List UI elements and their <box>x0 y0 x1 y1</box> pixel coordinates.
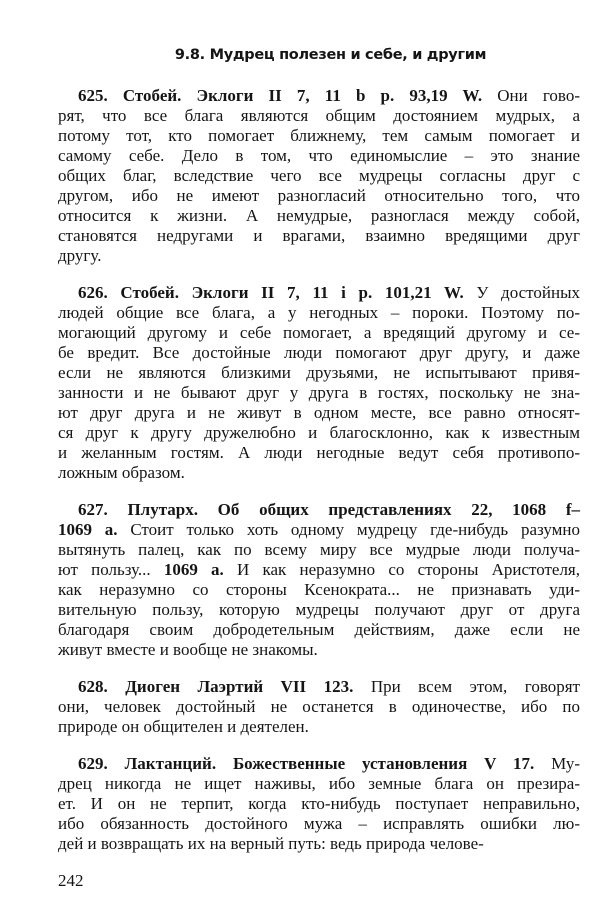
body-text: если не являются близкими друзьями, не испытывают привя- <box>58 363 580 382</box>
body-text: ибо обязанность достойного мужа – исправлять ошибки лю- <box>58 814 580 833</box>
text-line <box>58 283 580 303</box>
body-text: общих благ, вследствие чего все мудрецы согласны друг с <box>58 166 580 185</box>
text-line <box>58 146 580 166</box>
text-line <box>58 343 580 363</box>
source-reference: 629. Лактанций. Божественные установления V 17. <box>78 754 535 773</box>
source-reference: 625. Стобей. Эклоги II 7, 11 b p. 93,19 W. <box>78 86 483 105</box>
body-text: живут вместе и вообще не знакомы. <box>58 640 318 659</box>
source-reference: 626. Стобей. Эклоги II 7, 11 i p. 101,21 W. <box>78 283 464 302</box>
text-line <box>58 126 580 146</box>
page-number: 242 <box>58 871 84 890</box>
text-line <box>58 540 580 560</box>
body-text: рят, что все блага являются общим достоянием мудрых, а <box>58 106 580 125</box>
text-line <box>58 383 580 403</box>
text-line <box>58 423 580 443</box>
source-reference: 1069 a. <box>163 560 224 579</box>
text-line <box>58 303 580 323</box>
text-line <box>58 463 580 483</box>
body-text: ет. И он не терпит, когда кто-нибудь поступает неправильно, <box>58 794 580 813</box>
body-text: самому себе. Дело в том, что единомыслие – это знание <box>58 146 580 165</box>
body-text: ся друг к другу дружелюбно и благосклонно, как к известным <box>58 423 580 442</box>
fragment-627 <box>58 500 580 660</box>
text-line <box>58 186 580 206</box>
text-line <box>58 697 580 717</box>
text-line <box>58 677 580 697</box>
text-line <box>58 443 580 463</box>
body-text: вительную пользу, которую мудрецы получают друг от друга <box>58 600 580 619</box>
text-line <box>58 814 580 834</box>
fragment-628 <box>58 677 580 737</box>
fragment-629 <box>58 754 580 854</box>
body-text: людей общие все блага, а у негодных – пороки. Поэтому по- <box>58 303 580 322</box>
text-line <box>58 403 580 423</box>
text-line <box>58 166 580 186</box>
body-text: бе вредит. Все достойные люди помогают друг другу, и даже <box>58 343 580 362</box>
text-line <box>58 106 580 126</box>
text-line <box>58 323 580 343</box>
text-line <box>58 754 580 774</box>
body-text: У достойных <box>463 283 580 302</box>
text-line <box>58 580 580 600</box>
body-text: дрец никогда не ищет наживы, ибо земные блага он презира- <box>58 774 580 793</box>
text-line <box>58 226 580 246</box>
body-text: Стоит только хоть одному мудрецу где-нибудь разумно <box>117 520 580 539</box>
text-line <box>58 520 580 540</box>
source-reference: 628. Диоген Лаэртий VII 123. <box>78 677 354 696</box>
fragment-626 <box>58 283 580 483</box>
source-reference: 1069 a. <box>58 520 118 539</box>
body-text: ют друг друга и не живут в одном месте, все равно относят- <box>58 403 580 422</box>
body-text: И как неразумно со стороны Аристотеля, <box>223 560 580 579</box>
text-line <box>58 600 580 620</box>
text-line <box>58 206 580 226</box>
text-line <box>58 774 580 794</box>
body-text: При всем этом, говорят <box>353 677 580 696</box>
text-line <box>58 363 580 383</box>
text-line <box>58 246 580 266</box>
text-line <box>58 560 580 580</box>
text-line <box>58 717 580 737</box>
body-text: вытянуть палец, как по всему миру все мудрые люди получа- <box>58 540 580 559</box>
body-text: и желанным гостям. А люди негодные ведут себя противопо- <box>58 443 580 462</box>
body-text: Они гово- <box>482 86 581 105</box>
body-text: относится к жизни. А немудрые, разноглася между собой, <box>58 206 580 225</box>
body-text: как неразумно со стороны Ксенократа... не признавать уди- <box>58 580 580 599</box>
text-line <box>58 794 580 814</box>
body-text: природе он общителен и деятелен. <box>58 717 309 736</box>
body-text: благодаря своим добродетельным действиям, даже если не <box>58 620 580 639</box>
body-text: они, человек достойный не останется в одиночестве, ибо по <box>58 697 580 716</box>
body-text: другом, ибо не имеют разногласий относительно того, что <box>58 186 580 205</box>
text-line <box>58 620 580 640</box>
body-text: Му- <box>534 754 580 773</box>
text-line <box>58 500 580 520</box>
text-line <box>58 640 580 660</box>
text-line <box>58 834 580 854</box>
body-text: ют пользу... <box>58 560 164 579</box>
body-text: другу. <box>58 246 102 265</box>
fragment-625 <box>58 86 580 266</box>
body-text: занности и не бывают друг у друга в гостях, поскольку не зна- <box>58 383 580 402</box>
body-text: дей и возвращать их на верный путь: ведь природа челове- <box>58 834 484 853</box>
source-reference: 627. Плутарх. Об общих представлениях 22, 1068 f– <box>78 500 580 519</box>
body-text: могающий другому и себе помогает, а вредящий другому и се- <box>58 323 580 342</box>
body-text: потому тот, кто помогает ближнему, тем самым помогает и <box>58 126 580 145</box>
body-text: становятся недругами и врагами, взаимно вредящими друг <box>58 226 580 245</box>
page-body <box>58 86 580 891</box>
text-line <box>58 86 580 106</box>
body-text: ложным образом. <box>58 463 185 482</box>
section-title: 9.8. Мудрец полезен и себе, и другим <box>174 47 487 63</box>
